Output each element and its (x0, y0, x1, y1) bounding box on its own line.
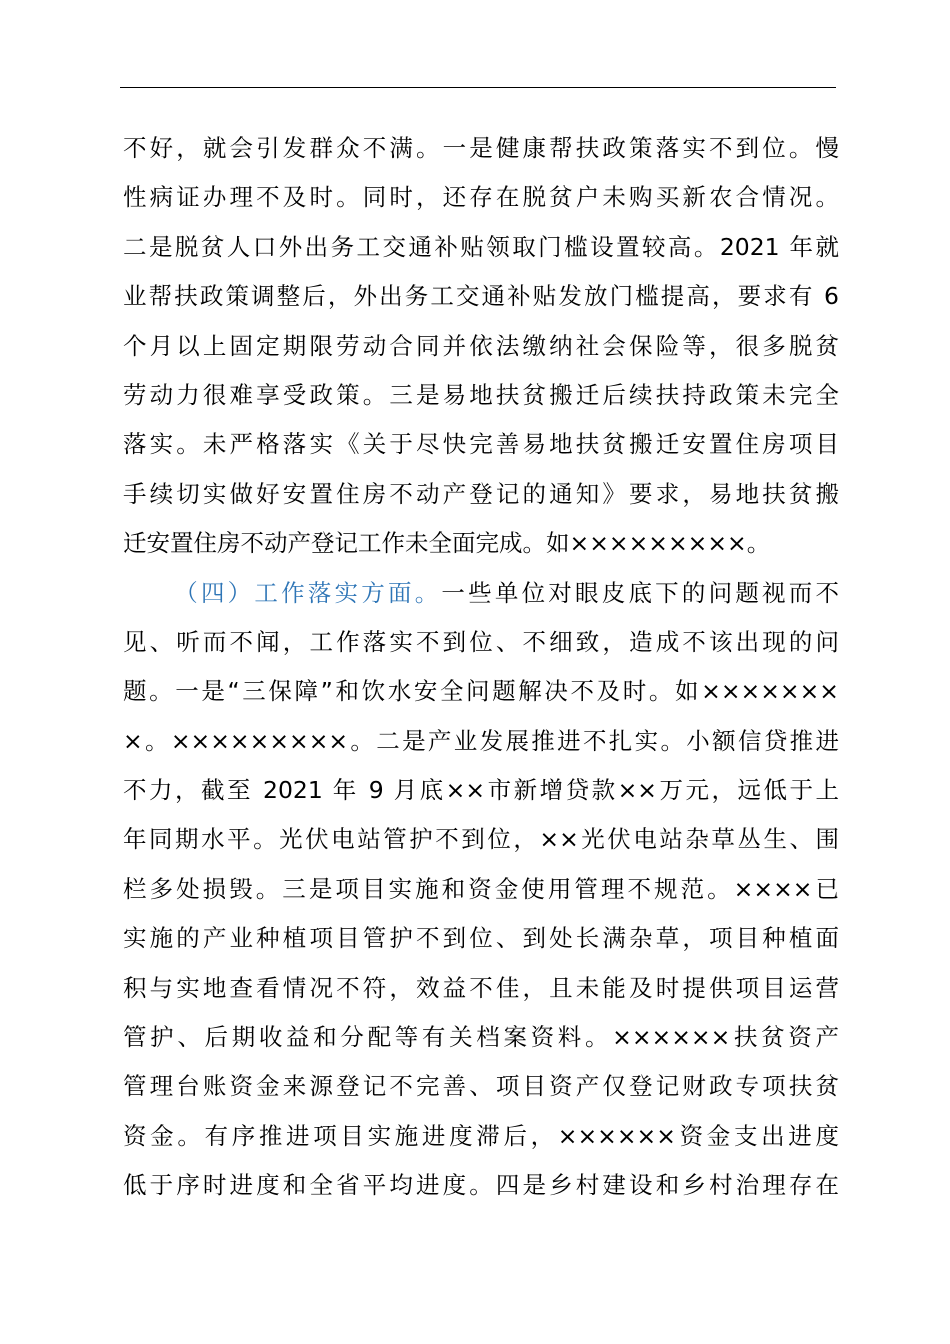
text-line: ×。×××××××××。二是产业发展推进不扎实。小额信贷推进 (123, 726, 839, 755)
text-line: 迁安置住房不动产登记工作未全面完成。如×××××××××。 (123, 529, 771, 558)
text-line: 手续切实做好安置住房不动产登记的通知》要求，易地扶贫搬 (123, 479, 839, 508)
text-line: 积与实地查看情况不符，效益不佳，且未能及时提供项目运营 (123, 973, 839, 1002)
text-line: 个月以上固定期限劳动合同并依法缴纳社会保险等，很多脱贫 (123, 331, 839, 360)
text-line: 实施的产业种植项目管护不到位、到处长满杂草，项目种植面 (123, 924, 839, 953)
text-line: 不好，就会引发群众不满。一是健康帮扶政策落实不到位。慢 (123, 134, 839, 162)
text-line: 管理台账资金来源登记不完善、项目资产仅登记财政专项扶贫 (123, 1072, 839, 1101)
text-line: 栏多处损毁。三是项目实施和资金使用管理不规范。××××已 (123, 874, 839, 903)
text-line: 不力，截至 2021 年 9 月底××市新增贷款××万元，远低于上 (123, 776, 839, 805)
header-rule (120, 87, 836, 88)
section-heading: （四）工作落实方面。 (171, 578, 442, 607)
text-line: 见、听而不闻，工作落实不到位、不细致，造成不该出现的问 (123, 627, 839, 656)
text-line: 低于序时进度和全省平均进度。四是乡村建设和乡村治理存在 (123, 1171, 839, 1200)
section-first-line (123, 569, 839, 618)
document-body (123, 124, 839, 1211)
text-line: 业帮扶政策调整后，外出务工交通补贴发放门槛提高，要求有 6 (123, 282, 839, 311)
text-line: 劳动力很难享受政策。三是易地扶贫搬迁后续扶持政策未完全 (123, 380, 839, 409)
text-line: 年同期水平。光伏电站管护不到位，××光伏电站杂草丛生、围 (123, 825, 839, 854)
text-line: 管护、后期收益和分配等有关档案资料。××××××扶贫资产 (123, 1023, 839, 1052)
text-line: 题。一是“三保障”和饮水安全问题解决不及时。如××××××× (123, 677, 839, 706)
text-line: 性病证办理不及时。同时，还存在脱贫户未购买新农合情况。 (123, 183, 839, 212)
section-first-line-text: 一些单位对眼皮底下的问题视而不 (441, 578, 839, 607)
text-line: 二是脱贫人口外出务工交通补贴领取门槛设置较高。2021 年就 (123, 232, 839, 261)
text-line: 资金。有序推进项目实施进度滞后，××××××资金支出进度 (123, 1121, 839, 1150)
text-line: 落实。未严格落实《关于尽快完善易地扶贫搬迁安置住房项目 (123, 430, 839, 459)
